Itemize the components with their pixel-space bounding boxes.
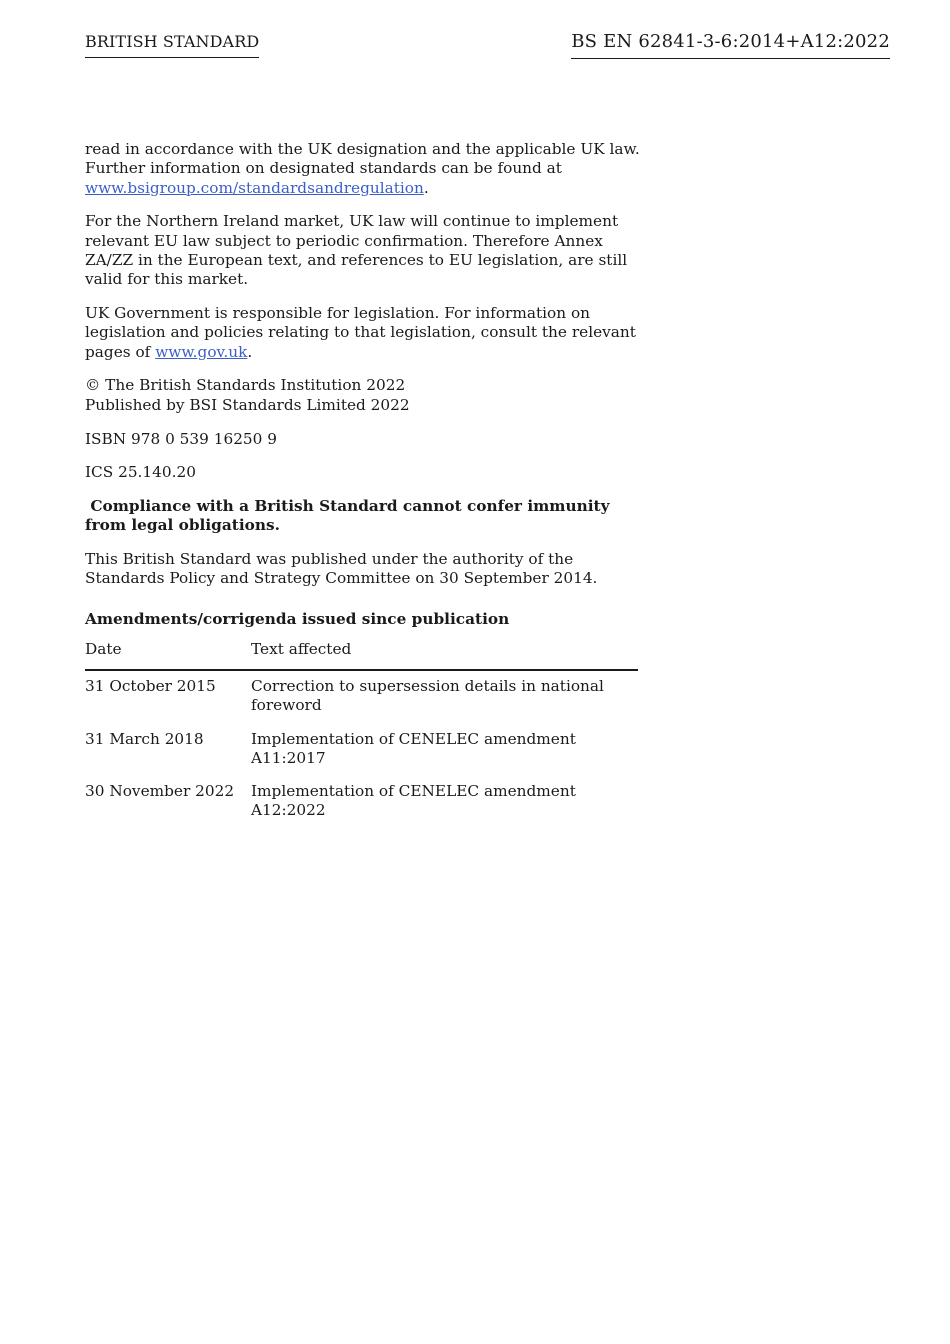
compliance-statement bbox=[85, 497, 645, 536]
header-standard-number: BS EN 62841-3-6:2014+A12:2022 bbox=[571, 31, 890, 59]
amendments-table bbox=[85, 638, 638, 829]
compliance-text: Compliance with a British Standard cannot confer immunity from legal obligations. bbox=[85, 497, 610, 535]
table-row bbox=[85, 670, 638, 724]
designation-paragraph bbox=[85, 140, 645, 198]
ics-line: ICS 25.140.20 bbox=[85, 463, 196, 482]
amendment-date: 31 March 2018 bbox=[85, 729, 204, 748]
amendment-text: Correction to supersession details in national foreword bbox=[251, 676, 604, 715]
table-header-row bbox=[85, 638, 638, 670]
amendment-date: 30 November 2022 bbox=[85, 782, 235, 801]
designation-end: . bbox=[423, 178, 429, 197]
amendment-date: 31 October 2015 bbox=[85, 676, 216, 695]
amendment-text: Implementation of CENELEC amendment A11:2017 bbox=[251, 729, 576, 767]
text-affected-column-header: Text affected bbox=[251, 638, 638, 670]
copyright-line: © The British Standards Institution 2022 bbox=[85, 376, 406, 395]
copyright-block bbox=[85, 376, 645, 415]
gov-uk-link[interactable]: www.gov.uk bbox=[155, 342, 248, 361]
amendments-title: Amendments/corrigenda issued since publication bbox=[85, 610, 510, 629]
amendment-text: Implementation of CENELEC amendment A12:2022 bbox=[251, 782, 576, 820]
publication-authority: This British Standard was published under the authority of the Standards Policy and Strategy Committee on 30 September 2014. bbox=[85, 549, 598, 588]
table-row bbox=[85, 724, 638, 777]
bsigroup-link[interactable]: www.bsigroup.com/standardsandregulation bbox=[85, 178, 424, 197]
isbn-line: ISBN 978 0 539 16250 9 bbox=[85, 429, 277, 448]
legislation-text: UK Government is responsible for legislation. For information on legislation and policies relating to that legislation, consult the relevant pages of bbox=[85, 304, 636, 361]
designation-text: read in accordance with the UK designation and the applicable UK law. Further information on designated standards can be found at bbox=[85, 140, 640, 178]
northern-ireland-paragraph: For the Northern Ireland market, UK law will continue to implement relevant EU law subject to periodic confirmation. Therefore Annex ZA/ZZ in the European text, and references to EU legislation, are still valid for this market. bbox=[85, 212, 628, 289]
table-row bbox=[85, 776, 638, 829]
legislation-end: . bbox=[247, 342, 253, 361]
legislation-paragraph bbox=[85, 304, 645, 362]
main-content bbox=[85, 140, 645, 829]
header-left-title: BRITISH STANDARD bbox=[85, 32, 259, 58]
publisher-line: Published by BSI Standards Limited 2022 bbox=[85, 395, 410, 414]
date-column-header: Date bbox=[85, 638, 251, 670]
